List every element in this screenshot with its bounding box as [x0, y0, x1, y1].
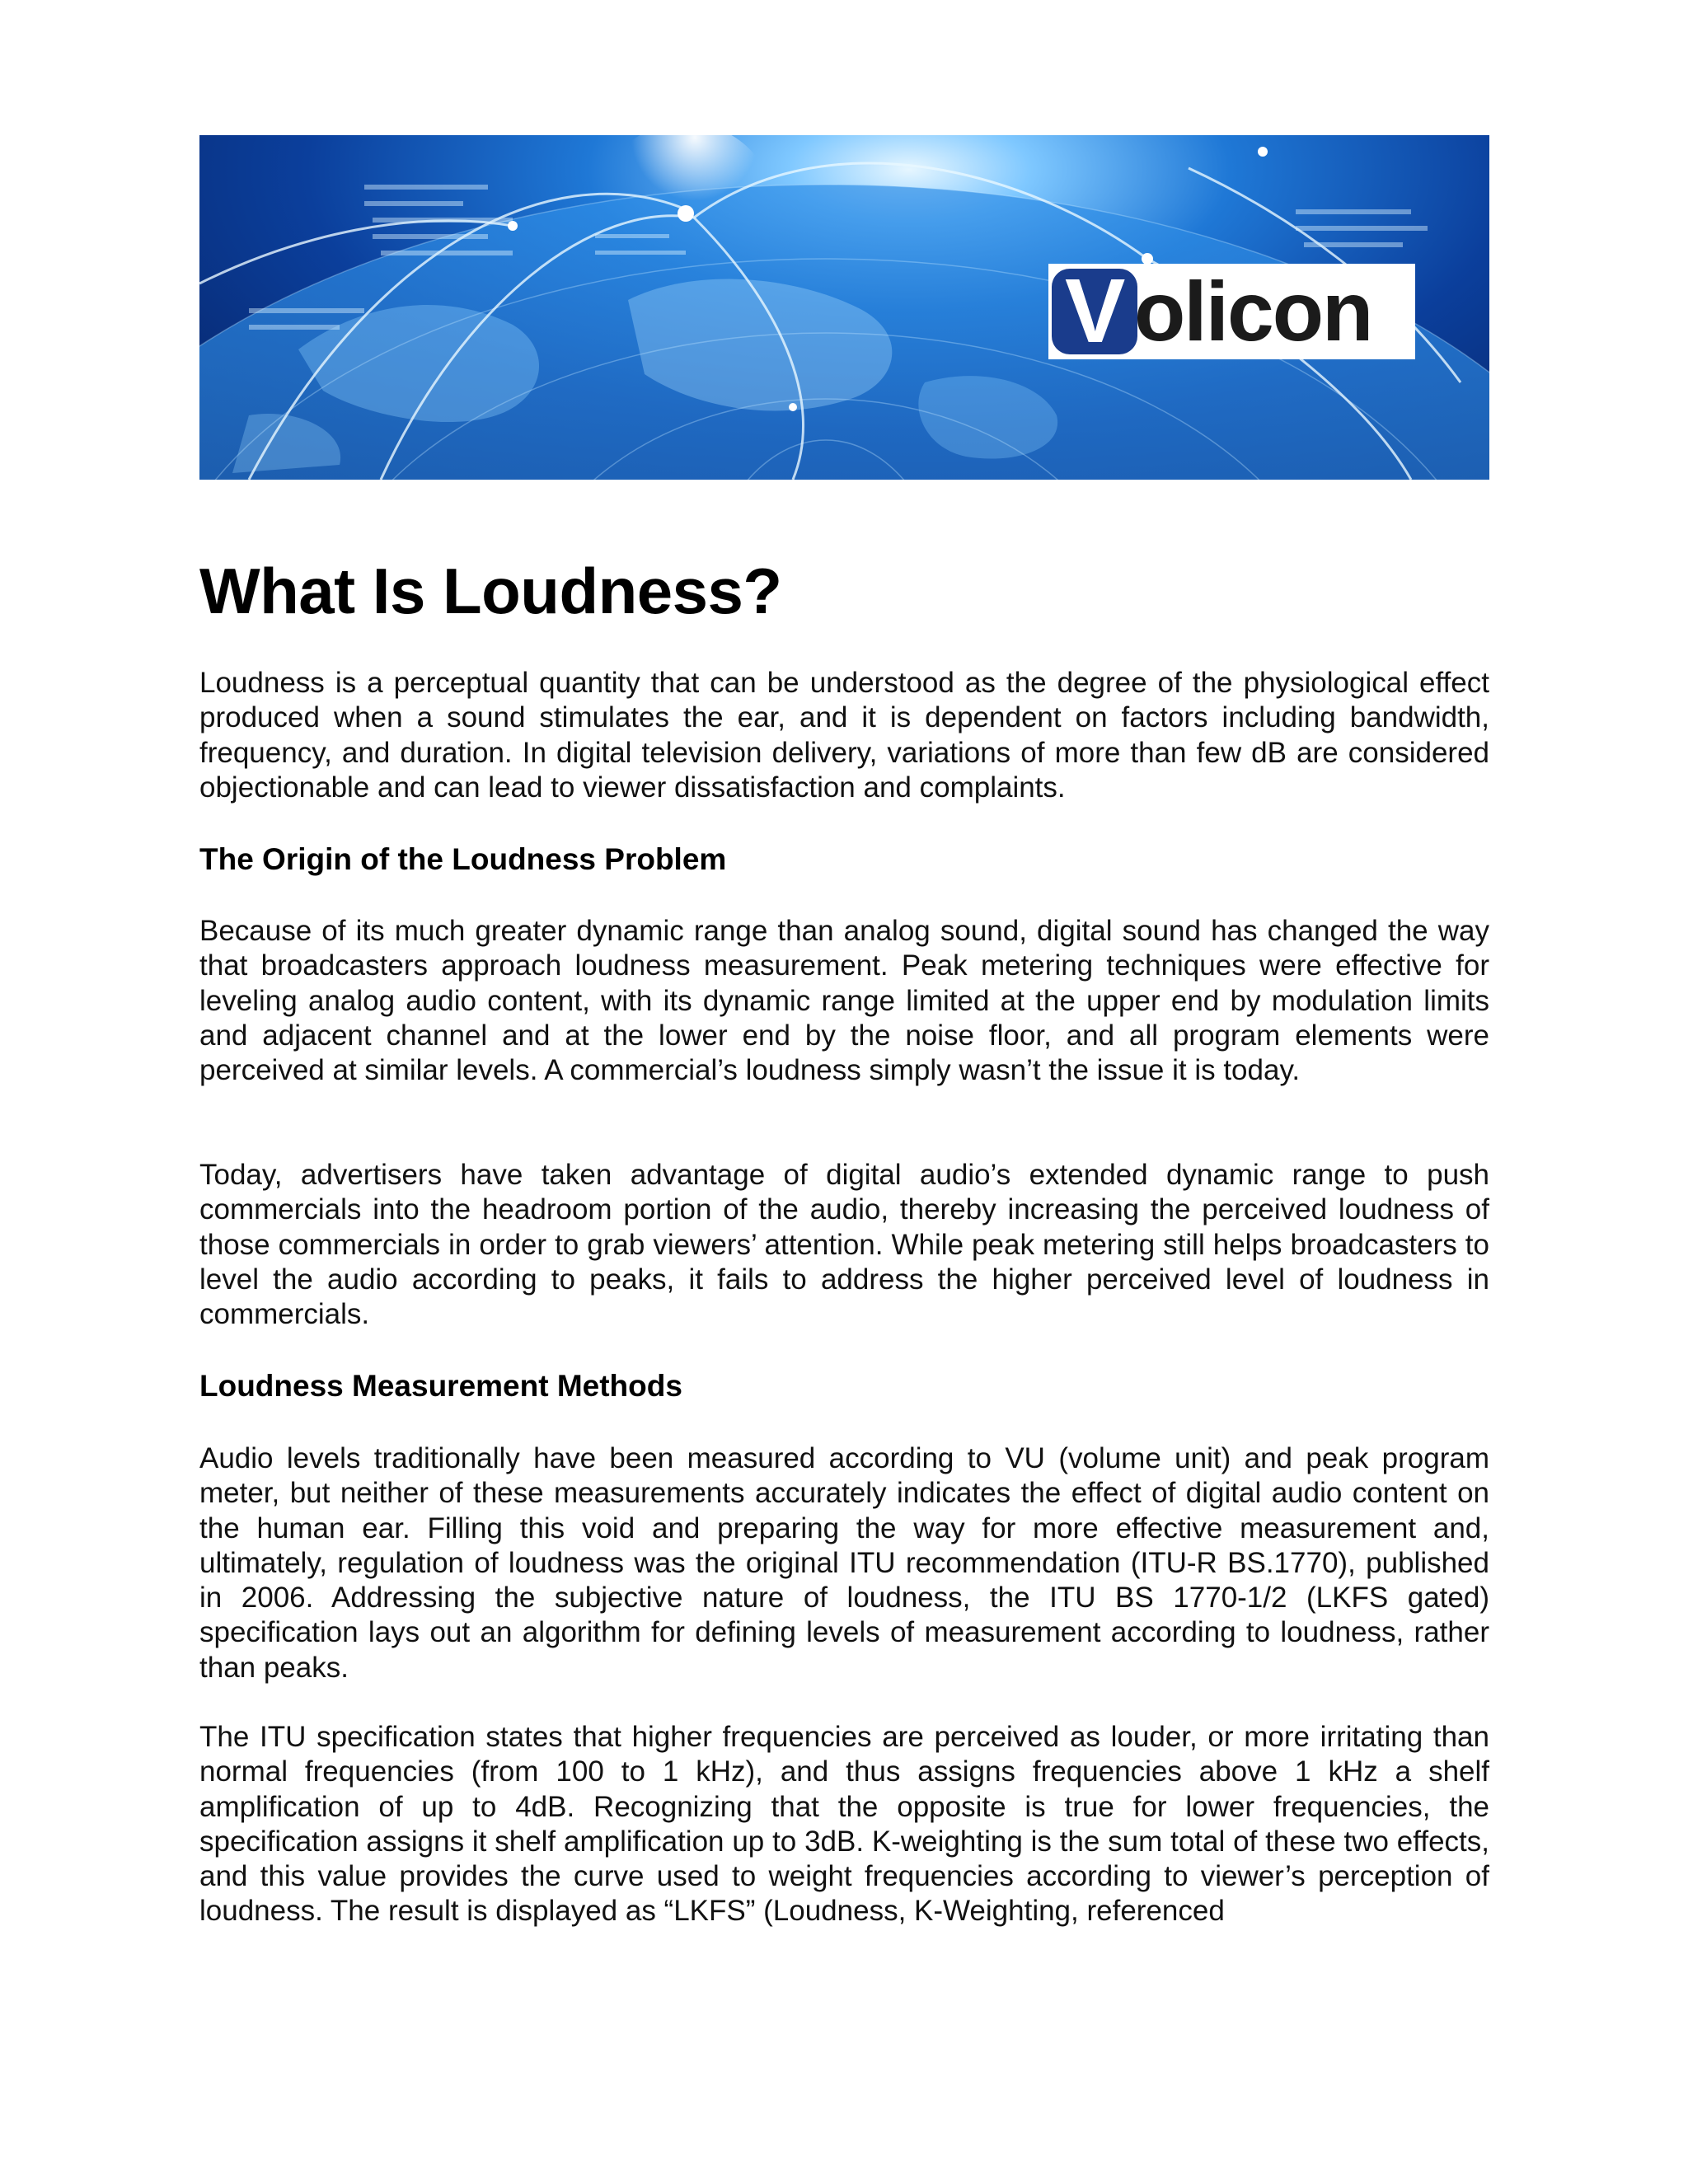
section-origin-heading-block [199, 841, 1489, 878]
section-heading-origin: The Origin of the Loudness Problem [199, 842, 727, 876]
origin-paragraph-2: Today, advertisers have taken advantage of digital audio’s extended dynamic range to push commercials into the headroom portion of the audio, thereby increasing the perceived loudness of those commercials in order to grab viewers’ attention. While peak metering still helps broadcasters to level the audio according to peaks, it fails to address the higher perceived level of loudness in commercials. [199, 1159, 1489, 1331]
section-origin-p1-block [199, 914, 1489, 1088]
methods-paragraph-2: The ITU specification states that higher frequencies are perceived as louder, or more irritating than normal frequencies (from 100 to 1 kHz), and thus assigns frequencies above 1 kHz a shelf amplification of up to 4dB. Recognizing that the opposite is true for lower frequencies, the specification assigns it shelf amplification up to 3dB. K-weighting is the sum total of these two effects, and this value provides the curve used to weight frequencies according to viewer’s perception of loudness. The result is displayed as “LKFS” (Loudness, K-Weighting, referenced [199, 1721, 1489, 1928]
methods-paragraph-1: Audio levels traditionally have been measured according to VU (volume unit) and peak program meter, but neither of these measurements accurately indicates the effect of digital audio content on the human ear. Filling this void and preparing the way for more effective measurement and, ultimately, regulation of loudness was the original ITU recommendation (ITU-R BS.1770), published in 2006. Addressing the subjective nature of loudness, the ITU BS 1770-1/2 (LKFS gated) specification lays out an algorithm for defining levels of measurement according to loudness, rather than peaks. [199, 1442, 1489, 1684]
origin-paragraph-1: Because of its much greater dynamic range than analog sound, digital sound has changed the way that broadcasters approach loudness measurement. Peak metering techniques were effective for leveling analog audio content, with its dynamic range limited at the upper end by modulation limits and adjacent channel and at the lower end by the noise floor, and all program elements were perceived at similar levels. A commercial’s loudness simply wasn’t the issue it is today. [199, 915, 1489, 1087]
section-heading-methods: Loudness Measurement Methods [199, 1369, 682, 1403]
header-banner-image [199, 135, 1489, 480]
title-block [199, 554, 1489, 628]
section-methods-heading-block [199, 1368, 1489, 1404]
section-origin-p2-block [199, 1158, 1489, 1332]
page-title: What Is Loudness? [199, 555, 782, 627]
section-methods-p1-block [199, 1441, 1489, 1685]
section-methods-p2-block [199, 1720, 1489, 1929]
logo-wordmark: olicon [1134, 265, 1372, 359]
intro-block [199, 666, 1489, 805]
logo-initial: V [1065, 260, 1126, 362]
intro-paragraph: Loudness is a perceptual quantity that can be understood as the degree of the physiological effect produced when a sound stimulates the ear, and it is dependent on factors including bandwidth, frequency, and duration. In digital television delivery, variations of more than few dB are considered objectionable and can lead to viewer dissatisfaction and complaints. [199, 667, 1489, 804]
volicon-logo [1048, 260, 1415, 362]
